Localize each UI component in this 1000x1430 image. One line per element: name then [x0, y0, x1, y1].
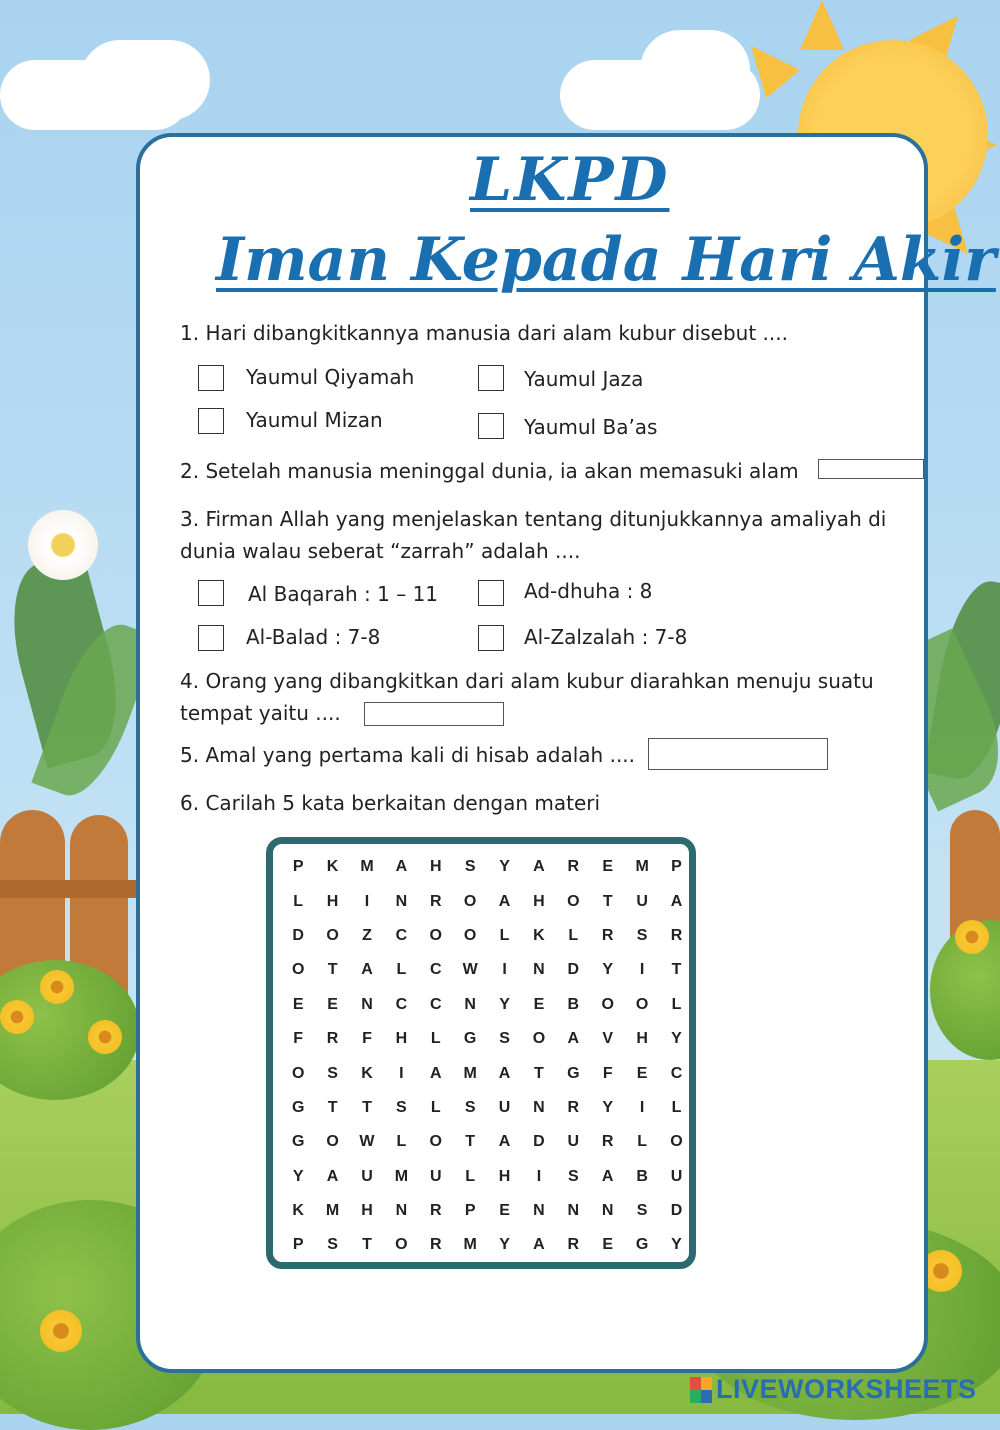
word-search-cell[interactable]: N	[533, 961, 545, 979]
word-search-cell[interactable]: O	[291, 1064, 305, 1082]
word-search-cell[interactable]: E	[602, 858, 614, 876]
question-3-line-1: 3. Firman Allah yang menjelaskan tentang ditunjukkannya amaliyah di	[180, 507, 887, 531]
checkbox-q1-option-1[interactable]	[198, 365, 224, 391]
word-search-cell[interactable]: L	[396, 1133, 407, 1151]
word-search-cell[interactable]: E	[533, 995, 545, 1013]
word-search-cell[interactable]: C	[395, 995, 408, 1013]
question-2: 2. Setelah manusia meninggal dunia, ia akan memasuki alam	[180, 459, 799, 483]
word-search-cell[interactable]: L	[465, 1167, 476, 1185]
answer-field-q5[interactable]	[648, 738, 828, 770]
word-search-cell[interactable]: O	[670, 1133, 683, 1151]
word-search-cell[interactable]: C	[395, 926, 408, 944]
flower-icon	[40, 1310, 82, 1352]
word-search-cell[interactable]: A	[601, 1167, 614, 1185]
word-search-cell[interactable]: S	[327, 1236, 338, 1254]
word-search-cell[interactable]: T	[327, 961, 338, 979]
word-search-cell[interactable]: F	[362, 1030, 372, 1048]
q1-option-3-label: Yaumul Mizan	[246, 408, 383, 432]
word-search-cell[interactable]: G	[291, 1098, 305, 1116]
page-subtitle: Iman Kepada Hari Akir	[216, 225, 996, 295]
word-search-cell[interactable]: N	[533, 1098, 545, 1116]
word-search-cell[interactable]: R	[326, 1030, 339, 1048]
checkbox-q1-option-4[interactable]	[478, 413, 504, 439]
word-search-cell[interactable]: A	[326, 1167, 339, 1185]
word-search-cell[interactable]: E	[499, 1202, 510, 1220]
word-search-puzzle	[266, 837, 696, 1269]
word-search-cell[interactable]: O	[635, 995, 649, 1013]
word-search-cell[interactable]: R	[429, 1236, 442, 1254]
word-search-cell[interactable]: Y	[499, 995, 510, 1013]
word-search-cell[interactable]: S	[464, 1098, 476, 1116]
word-search-cell[interactable]: T	[534, 1064, 544, 1082]
word-search-cell[interactable]: Y	[602, 1098, 614, 1116]
word-search-cell[interactable]: O	[395, 1236, 408, 1254]
word-search-cell[interactable]: L	[637, 1133, 647, 1151]
word-search-cell[interactable]: A	[533, 858, 545, 876]
word-search-cell[interactable]: R	[567, 1098, 580, 1116]
word-search-cell[interactable]: A	[567, 1030, 580, 1048]
word-search-cell[interactable]: W	[359, 1133, 375, 1151]
word-search-cell[interactable]: E	[636, 1064, 648, 1082]
word-search-cell[interactable]: L	[293, 892, 304, 910]
q3-option-1-label: Al Baqarah : 1 – 11	[248, 582, 439, 606]
word-search-cell[interactable]: O	[326, 926, 339, 944]
word-search-cell[interactable]: L	[430, 1030, 441, 1048]
cloud	[80, 40, 210, 120]
word-search-cell[interactable]: P	[464, 1202, 476, 1220]
word-search-cell[interactable]: T	[362, 1236, 372, 1254]
word-search-cell[interactable]: T	[671, 961, 682, 979]
word-search-cell[interactable]: O	[291, 961, 305, 979]
word-search-cell[interactable]: D	[670, 1202, 683, 1220]
word-search-cell[interactable]: O	[429, 1133, 442, 1151]
word-search-cell[interactable]: A	[498, 892, 511, 910]
word-search-cell[interactable]: D	[533, 1133, 545, 1151]
word-search-cell[interactable]: Y	[671, 1030, 682, 1048]
word-search-cell[interactable]: A	[533, 1236, 545, 1254]
word-search-cell[interactable]: A	[670, 892, 683, 910]
question-5: 5. Amal yang pertama kali di hisab adalah ....	[180, 743, 636, 767]
word-search-cell[interactable]: U	[361, 1167, 373, 1185]
checkbox-q3-option-4[interactable]	[478, 625, 504, 651]
word-search-cell[interactable]: Y	[499, 858, 510, 876]
word-search-cell[interactable]: S	[636, 1202, 648, 1220]
word-search-cell[interactable]: F	[602, 1064, 613, 1082]
flower-icon	[40, 970, 74, 1004]
question-1: 1. Hari dibangkitkannya manusia dari alam kubur disebut ....	[180, 321, 788, 345]
word-search-cell[interactable]: Y	[499, 1236, 510, 1254]
word-search-cell[interactable]: S	[567, 1167, 579, 1185]
word-search-cell[interactable]: G	[291, 1133, 305, 1151]
word-search-cell[interactable]: A	[429, 1064, 442, 1082]
liveworksheets-brand[interactable]	[690, 1374, 977, 1405]
word-search-cell[interactable]: R	[601, 926, 614, 944]
q1-option-1-label: Yaumul Qiyamah	[246, 365, 415, 389]
word-search-cell[interactable]: M	[360, 858, 374, 876]
word-search-cell[interactable]: I	[364, 892, 370, 910]
word-search-cell[interactable]: H	[533, 892, 545, 910]
cloud	[640, 30, 750, 110]
word-search-cell[interactable]: N	[464, 995, 476, 1013]
word-search-cell[interactable]: M	[463, 1236, 477, 1254]
word-search-cell[interactable]: O	[429, 926, 442, 944]
word-search-cell[interactable]: U	[429, 1167, 442, 1185]
word-search-cell[interactable]: O	[463, 926, 477, 944]
flower-icon	[955, 920, 989, 954]
word-search-cell[interactable]: C	[429, 995, 442, 1013]
word-search-cell[interactable]: L	[396, 961, 407, 979]
daisy-flower-icon	[28, 510, 98, 580]
word-search-cell[interactable]: N	[361, 995, 373, 1013]
liveworksheets-text: LIVEWORKSHEETS	[716, 1374, 977, 1404]
word-search-cell[interactable]: A	[498, 1133, 511, 1151]
word-search-cell[interactable]: S	[636, 926, 648, 944]
worksheet-card	[136, 133, 996, 1373]
word-search-cell[interactable]: T	[602, 892, 613, 910]
word-search-cell[interactable]: N	[567, 1202, 580, 1220]
page-title: LKPD	[470, 145, 670, 215]
word-search-cell[interactable]: V	[602, 1030, 614, 1048]
word-search-cell[interactable]: I	[639, 961, 645, 979]
q3-option-2-label: Ad-dhuha : 8	[524, 579, 653, 603]
word-search-cell[interactable]: W	[462, 961, 478, 979]
word-search-cell[interactable]: K	[292, 1202, 304, 1220]
word-search-cell[interactable]: Y	[292, 1167, 304, 1185]
word-search-cell[interactable]: M	[325, 1202, 340, 1220]
word-search-cell[interactable]: N	[601, 1202, 614, 1220]
word-search-cell[interactable]: T	[327, 1098, 338, 1116]
word-search-cell[interactable]: D	[292, 926, 304, 944]
word-search-cell[interactable]: I	[639, 1098, 645, 1116]
word-search-cell[interactable]: S	[464, 858, 476, 876]
word-search-cell[interactable]: K	[533, 926, 545, 944]
word-search-cell[interactable]: E	[327, 995, 338, 1013]
word-search-cell[interactable]: S	[396, 1098, 407, 1116]
question-3-line-2: dunia walau seberat “zarrah” adalah ....	[180, 539, 581, 563]
word-search-cell[interactable]: O	[326, 1133, 339, 1151]
word-search-cell[interactable]: R	[429, 1202, 442, 1220]
word-search-cell[interactable]: A	[395, 858, 408, 876]
word-search-cell[interactable]: E	[602, 1236, 614, 1254]
q3-option-4-label: Al-Zalzalah : 7-8	[524, 625, 688, 649]
answer-field-q4[interactable]	[364, 702, 504, 726]
word-search-cell[interactable]: L	[430, 1098, 441, 1116]
checkbox-q1-option-3[interactable]	[198, 408, 224, 434]
word-search-cell[interactable]: H	[326, 892, 339, 910]
word-search-cell[interactable]: P	[292, 1236, 304, 1254]
question-6: 6. Carilah 5 kata berkaitan dengan materi	[180, 791, 601, 815]
word-search-cell[interactable]: F	[293, 1030, 304, 1048]
word-search-cell[interactable]: H	[361, 1202, 373, 1220]
word-search-cell[interactable]: I	[502, 961, 507, 979]
word-search-cell[interactable]: S	[499, 1030, 510, 1048]
word-search-cell[interactable]: I	[536, 1167, 542, 1185]
word-search-cell[interactable]: G	[463, 1030, 477, 1048]
word-search-cell[interactable]: M	[394, 1167, 409, 1185]
word-search-cell[interactable]: A	[498, 1064, 511, 1082]
flower-icon	[88, 1020, 122, 1054]
word-search-cell[interactable]: H	[395, 1030, 408, 1048]
word-search-cell[interactable]: E	[292, 995, 304, 1013]
checkbox-q3-option-1[interactable]	[198, 580, 224, 606]
liveworksheets-logo-icon	[690, 1377, 712, 1403]
word-search-cell[interactable]: R	[567, 1236, 580, 1254]
word-search-cell[interactable]: M	[635, 858, 649, 876]
flower-icon	[0, 1000, 34, 1034]
word-search-cell[interactable]: B	[567, 995, 580, 1013]
word-search-cell[interactable]: C	[670, 1064, 683, 1082]
checkbox-q3-option-3[interactable]	[198, 625, 224, 651]
word-search-cell[interactable]: L	[671, 1098, 682, 1116]
word-search-cell[interactable]: R	[670, 926, 683, 944]
word-search-cell[interactable]: C	[429, 961, 442, 979]
word-search-cell[interactable]: R	[601, 1133, 614, 1151]
word-search-grid	[281, 850, 681, 1263]
word-search-cell[interactable]: U	[498, 1098, 511, 1116]
question-4-line-2: tempat yaitu ....	[180, 701, 341, 725]
word-search-cell[interactable]: N	[533, 1202, 545, 1220]
answer-field-q2[interactable]	[818, 459, 924, 479]
word-search-cell[interactable]: O	[567, 892, 580, 910]
word-search-cell[interactable]: K	[326, 858, 339, 876]
word-search-cell[interactable]: Y	[671, 1236, 682, 1254]
word-search-cell[interactable]: M	[463, 1064, 477, 1082]
word-search-cell[interactable]: O	[532, 1030, 546, 1048]
word-search-cell[interactable]: R	[429, 892, 442, 910]
word-search-cell[interactable]: T	[362, 1098, 372, 1116]
word-search-cell[interactable]: U	[670, 1167, 683, 1185]
word-search-cell[interactable]: Y	[602, 961, 614, 979]
word-search-cell[interactable]: U	[636, 892, 648, 910]
q1-option-4-label: Yaumul Ba’as	[524, 415, 658, 439]
word-search-cell[interactable]: U	[567, 1133, 580, 1151]
word-search-cell[interactable]: P	[671, 858, 682, 876]
word-search-cell[interactable]: H	[498, 1167, 511, 1185]
word-search-cell[interactable]: L	[568, 926, 579, 944]
word-search-cell[interactable]: Z	[362, 926, 372, 944]
word-search-cell[interactable]: T	[465, 1133, 476, 1151]
q1-option-2-label: Yaumul Jaza	[524, 367, 644, 391]
word-search-cell[interactable]: O	[463, 892, 477, 910]
word-search-cell[interactable]: O	[601, 995, 614, 1013]
word-search-cell[interactable]: P	[292, 858, 304, 876]
word-search-cell[interactable]: G	[567, 1064, 580, 1082]
word-search-cell[interactable]: A	[361, 961, 373, 979]
checkbox-q1-option-2[interactable]	[478, 365, 504, 391]
word-search-cell[interactable]: B	[636, 1167, 648, 1185]
word-search-cell[interactable]: N	[395, 892, 408, 910]
word-search-cell[interactable]: H	[636, 1030, 648, 1048]
word-search-cell[interactable]: G	[635, 1236, 649, 1254]
word-search-cell[interactable]: S	[327, 1064, 338, 1082]
q3-option-3-label: Al-Balad : 7-8	[246, 625, 381, 649]
word-search-cell[interactable]: D	[567, 961, 580, 979]
word-search-cell[interactable]: L	[671, 995, 682, 1013]
checkbox-q3-option-2[interactable]	[478, 580, 504, 606]
word-search-cell[interactable]: L	[499, 926, 510, 944]
question-4-line-1: 4. Orang yang dibangkitkan dari alam kubur diarahkan menuju suatu	[180, 669, 874, 693]
word-search-cell[interactable]: H	[429, 858, 442, 876]
word-search-cell[interactable]: R	[567, 858, 580, 876]
word-search-cell[interactable]: I	[399, 1064, 404, 1082]
word-search-cell[interactable]: K	[361, 1064, 373, 1082]
word-search-cell[interactable]: N	[395, 1202, 408, 1220]
